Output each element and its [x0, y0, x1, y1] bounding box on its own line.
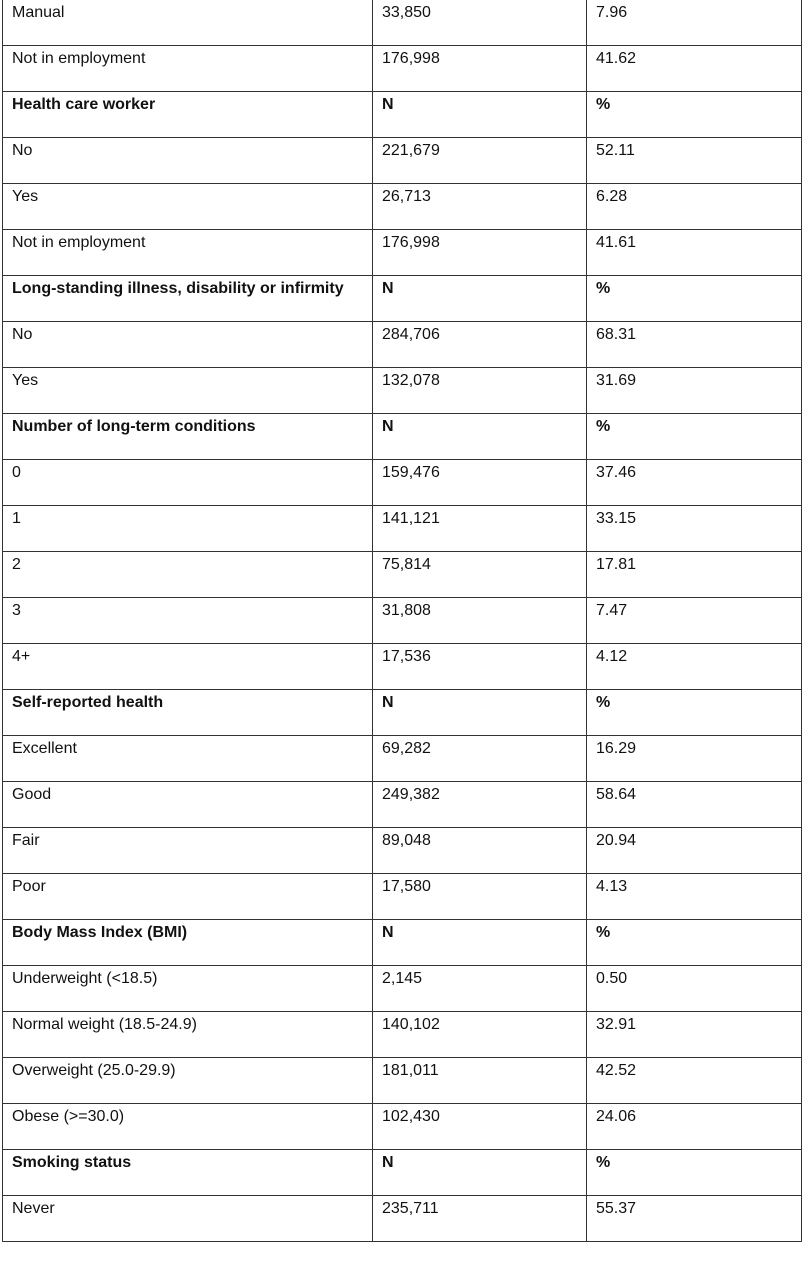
section-title-cell: [3, 689, 373, 735]
percent-cell: [587, 827, 802, 873]
table-row: [3, 505, 802, 551]
table-row: [3, 1103, 802, 1149]
table-row: [3, 1195, 802, 1241]
count-column-header-cell: [373, 413, 587, 459]
category-label-cell: [3, 45, 373, 91]
table-row: [3, 781, 802, 827]
category-label-cell: [3, 321, 373, 367]
count-cell: [373, 0, 587, 45]
table-row: [3, 827, 802, 873]
category-label-text: Obese (>=30.0): [12, 1107, 125, 1125]
count-cell: [373, 1103, 587, 1149]
percent-text: 0.50: [596, 969, 628, 987]
data-table: [2, 0, 802, 1242]
count-text: 17,536: [382, 647, 431, 665]
percent-cell: [587, 643, 802, 689]
section-title-cell: [3, 91, 373, 137]
table-section-header-row: [3, 91, 802, 137]
section-title-cell: [3, 275, 373, 321]
count-cell: [373, 45, 587, 91]
count-cell: [373, 827, 587, 873]
percent-text: 6.28: [596, 187, 628, 205]
percent-text: 24.06: [596, 1107, 637, 1125]
percent-cell: [587, 551, 802, 597]
percent-text: 41.62: [596, 49, 637, 67]
category-label-cell: [3, 0, 373, 45]
percent-text: 68.31: [596, 325, 637, 343]
count-column-header-text: N: [382, 417, 394, 435]
table-row: [3, 0, 802, 45]
percent-text: 37.46: [596, 463, 637, 481]
count-cell: [373, 137, 587, 183]
percent-text: 31.69: [596, 371, 637, 389]
category-label-text: Manual: [12, 4, 65, 21]
count-text: 235,711: [382, 1199, 439, 1217]
category-label-cell: [3, 597, 373, 643]
table-row: [3, 965, 802, 1011]
table-row: [3, 735, 802, 781]
percent-cell: [587, 735, 802, 781]
category-label-text: Good: [12, 785, 52, 803]
count-cell: [373, 505, 587, 551]
count-cell: [373, 965, 587, 1011]
percent-column-header-text: %: [596, 95, 611, 113]
category-label-text: Not in employment: [12, 233, 146, 251]
percent-column-header-cell: [587, 413, 802, 459]
count-text: 132,078: [382, 371, 440, 389]
count-cell: [373, 551, 587, 597]
count-text: 2,145: [382, 969, 423, 987]
count-cell: [373, 1195, 587, 1241]
count-text: 140,102: [382, 1015, 440, 1033]
table-row: [3, 229, 802, 275]
category-label-text: No: [12, 141, 33, 159]
table-section-header-row: [3, 413, 802, 459]
category-label-text: Never: [12, 1199, 55, 1217]
count-cell: [373, 1011, 587, 1057]
table-row: [3, 551, 802, 597]
count-text: 181,011: [382, 1061, 439, 1079]
percent-column-header-text: %: [596, 1153, 611, 1171]
category-label-text: 1: [12, 509, 21, 527]
count-text: 159,476: [382, 463, 440, 481]
section-title-text: Self-reported health: [12, 693, 164, 711]
category-label-text: Yes: [12, 187, 39, 205]
percent-text: 7.96: [596, 4, 628, 21]
percent-text: 4.12: [596, 647, 628, 665]
section-title-text: Long-standing illness, disability or infirmity: [12, 279, 344, 297]
count-column-header-cell: [373, 1149, 587, 1195]
category-label-text: 3: [12, 601, 21, 619]
percent-column-header-cell: [587, 689, 802, 735]
percent-text: 20.94: [596, 831, 637, 849]
count-cell: [373, 781, 587, 827]
percent-column-header-text: %: [596, 279, 611, 297]
percent-cell: [587, 965, 802, 1011]
percent-column-header-cell: [587, 1149, 802, 1195]
count-text: 17,580: [382, 877, 431, 895]
percent-column-header-text: %: [596, 417, 611, 435]
percent-cell: [587, 505, 802, 551]
category-label-cell: [3, 183, 373, 229]
table-section-header-row: [3, 919, 802, 965]
table-row: [3, 1057, 802, 1103]
percent-column-header-cell: [587, 275, 802, 321]
percent-text: 17.81: [596, 555, 637, 573]
table-row: [3, 137, 802, 183]
percent-cell: [587, 597, 802, 643]
table-section-header-row: [3, 275, 802, 321]
percent-cell: [587, 183, 802, 229]
percent-cell: [587, 0, 802, 45]
category-label-cell: [3, 367, 373, 413]
count-cell: [373, 1057, 587, 1103]
count-cell: [373, 597, 587, 643]
percent-cell: [587, 1103, 802, 1149]
percent-text: 42.52: [596, 1061, 637, 1079]
count-text: 33,850: [382, 4, 431, 21]
count-text: 102,430: [382, 1107, 440, 1125]
percent-cell: [587, 229, 802, 275]
percent-text: 52.11: [596, 141, 635, 159]
category-label-cell: [3, 735, 373, 781]
percent-text: 33.15: [596, 509, 637, 527]
count-text: 176,998: [382, 233, 440, 251]
percent-cell: [587, 321, 802, 367]
table-section-header-row: [3, 1149, 802, 1195]
percent-text: 32.91: [596, 1015, 637, 1033]
table-row: [3, 459, 802, 505]
section-title-cell: [3, 919, 373, 965]
count-cell: [373, 321, 587, 367]
section-title-cell: [3, 413, 373, 459]
category-label-cell: [3, 551, 373, 597]
percent-cell: [587, 1195, 802, 1241]
category-label-text: Excellent: [12, 739, 77, 757]
count-column-header-cell: [373, 689, 587, 735]
count-text: 26,713: [382, 187, 431, 205]
percent-text: 41.61: [596, 233, 637, 251]
percent-text: 16.29: [596, 739, 637, 757]
percent-column-header-text: %: [596, 693, 611, 711]
table-row: [3, 321, 802, 367]
count-text: 221,679: [382, 141, 440, 159]
percent-column-header-cell: [587, 919, 802, 965]
category-label-text: Normal weight (18.5-24.9): [12, 1015, 197, 1033]
section-title-text: Number of long-term conditions: [12, 417, 256, 435]
count-text: 31,808: [382, 601, 431, 619]
percent-cell: [587, 781, 802, 827]
percent-cell: [587, 1011, 802, 1057]
percent-column-header-cell: [587, 91, 802, 137]
table-row: [3, 873, 802, 919]
category-label-cell: [3, 781, 373, 827]
category-label-text: Overweight (25.0-29.9): [12, 1061, 176, 1079]
category-label-text: 4+: [12, 647, 31, 665]
count-cell: [373, 229, 587, 275]
section-title-cell: [3, 1149, 373, 1195]
count-text: 75,814: [382, 555, 431, 573]
count-text: 284,706: [382, 325, 440, 343]
category-label-text: Fair: [12, 831, 40, 849]
percent-text: 58.64: [596, 785, 637, 803]
count-text: 249,382: [382, 785, 440, 803]
category-label-cell: [3, 137, 373, 183]
count-text: 176,998: [382, 49, 440, 67]
table-row: [3, 183, 802, 229]
section-title-text: Body Mass Index (BMI): [12, 923, 188, 941]
percent-cell: [587, 873, 802, 919]
category-label-cell: [3, 229, 373, 275]
percent-text: 7.47: [596, 601, 628, 619]
category-label-text: Not in employment: [12, 49, 146, 67]
category-label-cell: [3, 1195, 373, 1241]
count-column-header-text: N: [382, 1153, 394, 1171]
category-label-text: Underweight (<18.5): [12, 969, 158, 987]
category-label-text: 0: [12, 463, 21, 481]
count-cell: [373, 643, 587, 689]
category-label-cell: [3, 1057, 373, 1103]
category-label-text: 2: [12, 555, 21, 573]
percent-text: 4.13: [596, 877, 628, 895]
section-title-text: Smoking status: [12, 1153, 132, 1171]
category-label-cell: [3, 643, 373, 689]
count-column-header-cell: [373, 919, 587, 965]
category-label-cell: [3, 459, 373, 505]
table-row: [3, 45, 802, 91]
count-cell: [373, 459, 587, 505]
percent-text: 55.37: [596, 1199, 637, 1217]
category-label-text: No: [12, 325, 33, 343]
count-cell: [373, 367, 587, 413]
count-column-header-text: N: [382, 279, 394, 297]
percent-cell: [587, 45, 802, 91]
count-cell: [373, 735, 587, 781]
count-column-header-text: N: [382, 95, 394, 113]
table-body: [3, 0, 802, 1241]
count-column-header-cell: [373, 275, 587, 321]
category-label-cell: [3, 1011, 373, 1057]
count-column-header-cell: [373, 91, 587, 137]
percent-cell: [587, 1057, 802, 1103]
category-label-text: Yes: [12, 371, 39, 389]
table-row: [3, 367, 802, 413]
table-row: [3, 643, 802, 689]
count-column-header-text: N: [382, 693, 394, 711]
category-label-cell: [3, 1103, 373, 1149]
table-row: [3, 597, 802, 643]
count-cell: [373, 183, 587, 229]
percent-cell: [587, 459, 802, 505]
section-title-text: Health care worker: [12, 95, 156, 113]
table-section-header-row: [3, 689, 802, 735]
count-text: 89,048: [382, 831, 431, 849]
count-column-header-text: N: [382, 923, 394, 941]
category-label-cell: [3, 505, 373, 551]
count-text: 141,121: [382, 509, 440, 527]
count-text: 69,282: [382, 739, 431, 757]
category-label-cell: [3, 873, 373, 919]
percent-column-header-text: %: [596, 923, 611, 941]
percent-cell: [587, 137, 802, 183]
category-label-cell: [3, 965, 373, 1011]
category-label-text: Poor: [12, 877, 46, 895]
category-label-cell: [3, 827, 373, 873]
table-row: [3, 1011, 802, 1057]
count-cell: [373, 873, 587, 919]
percent-cell: [587, 367, 802, 413]
